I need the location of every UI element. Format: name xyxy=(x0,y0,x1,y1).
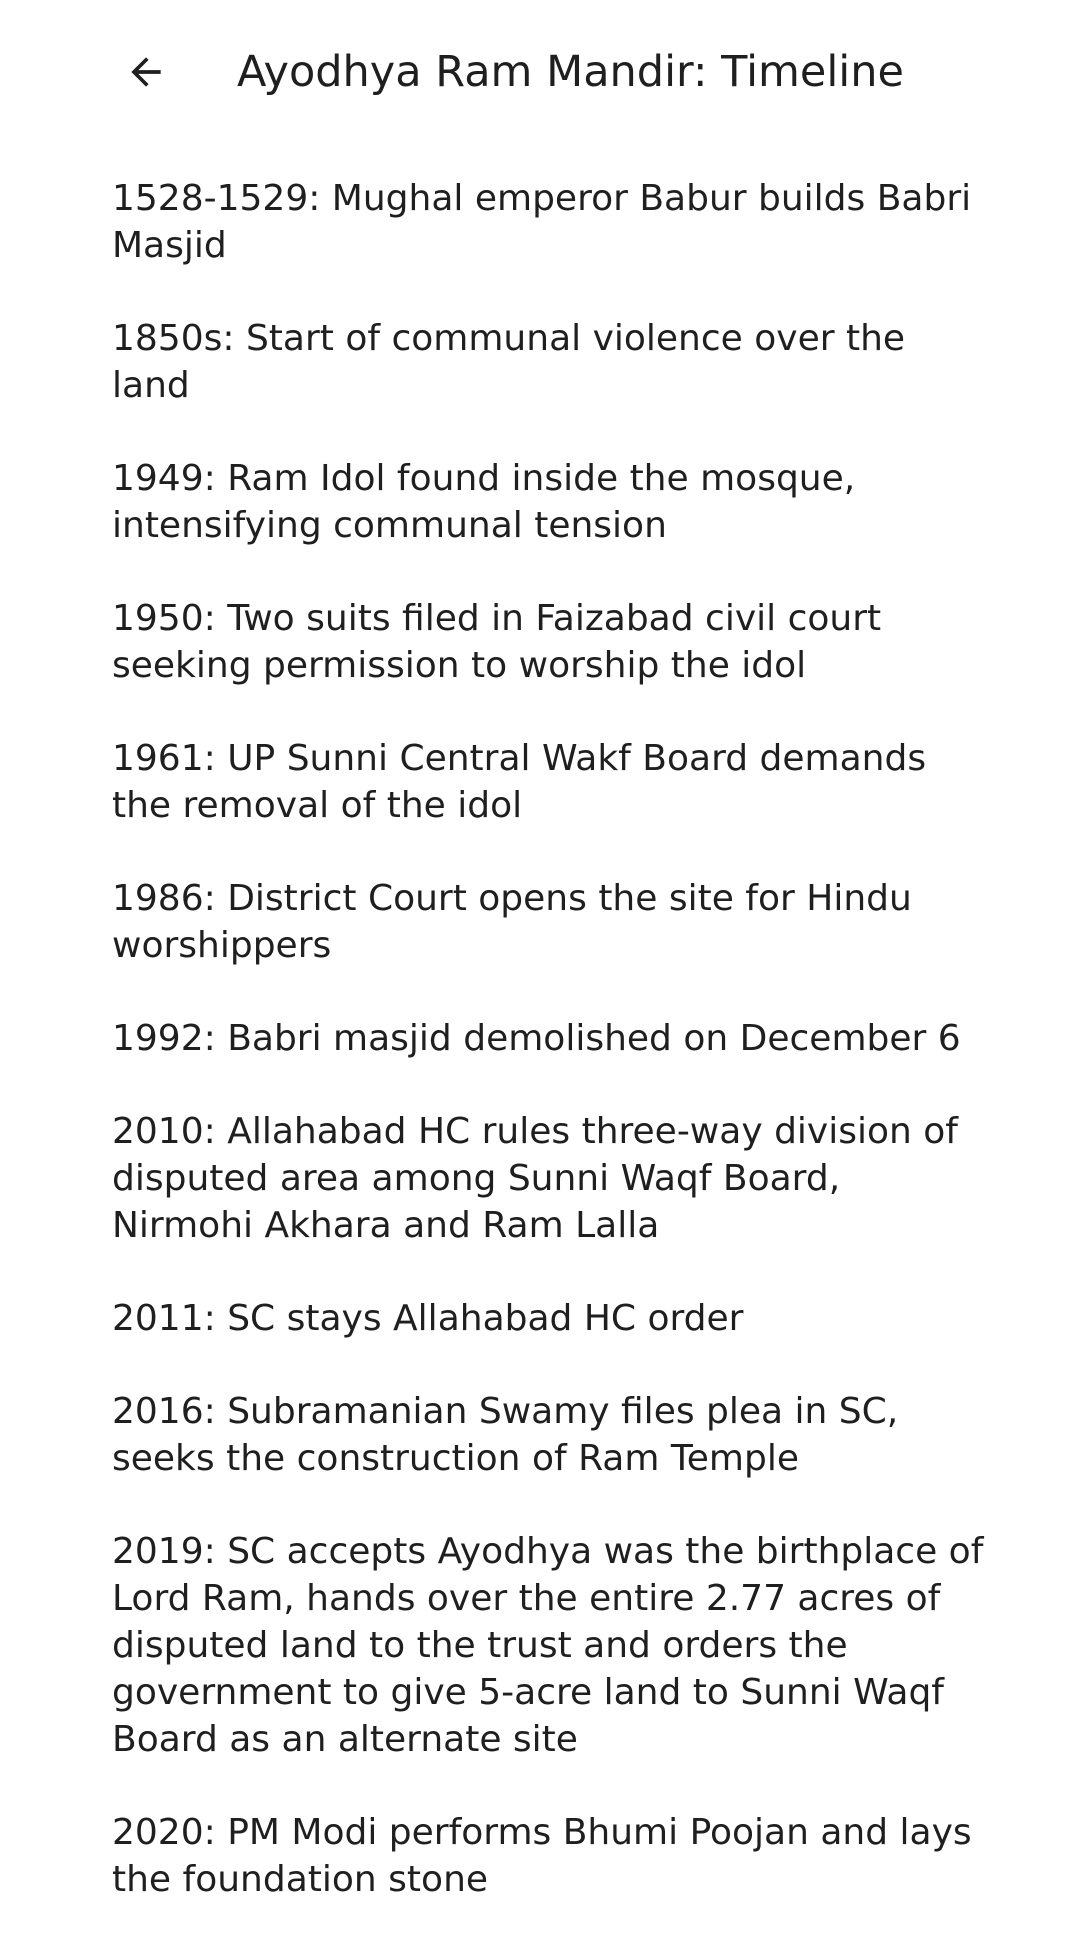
timeline-item: 2019: SC accepts Ayodhya was the birthplace of Lord Ram, hands over the entire 2.77 acres of disputed land to the trust and orders the government to give 5-acre land to Sunni Waqf Board as an alternate site xyxy=(112,1531,984,1760)
timeline-list xyxy=(112,175,992,1949)
timeline-item: 2010: Allahabad HC rules three-way division of disputed area among Sunni Waqf Board, Nirmohi Akhara and Ram Lalla xyxy=(112,1111,958,1246)
timeline-item: 2020: PM Modi performs Bhumi Poojan and lays the foundation stone xyxy=(112,1812,972,1900)
timeline-item: 1950: Two suits filed in Faizabad civil court seeking permission to worship the idol xyxy=(112,598,882,686)
timeline-item: 1949: Ram Idol found inside the mosque, intensifying communal tension xyxy=(112,458,856,546)
timeline-item: 1961: UP Sunni Central Wakf Board demands the removal of the idol xyxy=(112,738,927,826)
back-button[interactable] xyxy=(110,36,182,108)
timeline-item: 1986: District Court opens the site for Hindu worshippers xyxy=(112,878,912,966)
timeline-item: 1528-1529: Mughal emperor Babur builds Babri Masjid xyxy=(112,178,972,266)
timeline-item: 2016: Subramanian Swamy files plea in SC, seeks the construction of Ram Temple xyxy=(112,1391,899,1479)
page-title: Ayodhya Ram Mandir: Timeline xyxy=(237,47,904,97)
timeline-item: 1992: Babri masjid demolished on December 6 xyxy=(112,1018,961,1059)
arrow-left-icon xyxy=(124,50,168,94)
app-bar xyxy=(0,0,1080,148)
timeline-item: 1850s: Start of communal violence over the land xyxy=(112,318,906,406)
timeline-item: 2011: SC stays Allahabad HC order xyxy=(112,1298,744,1339)
